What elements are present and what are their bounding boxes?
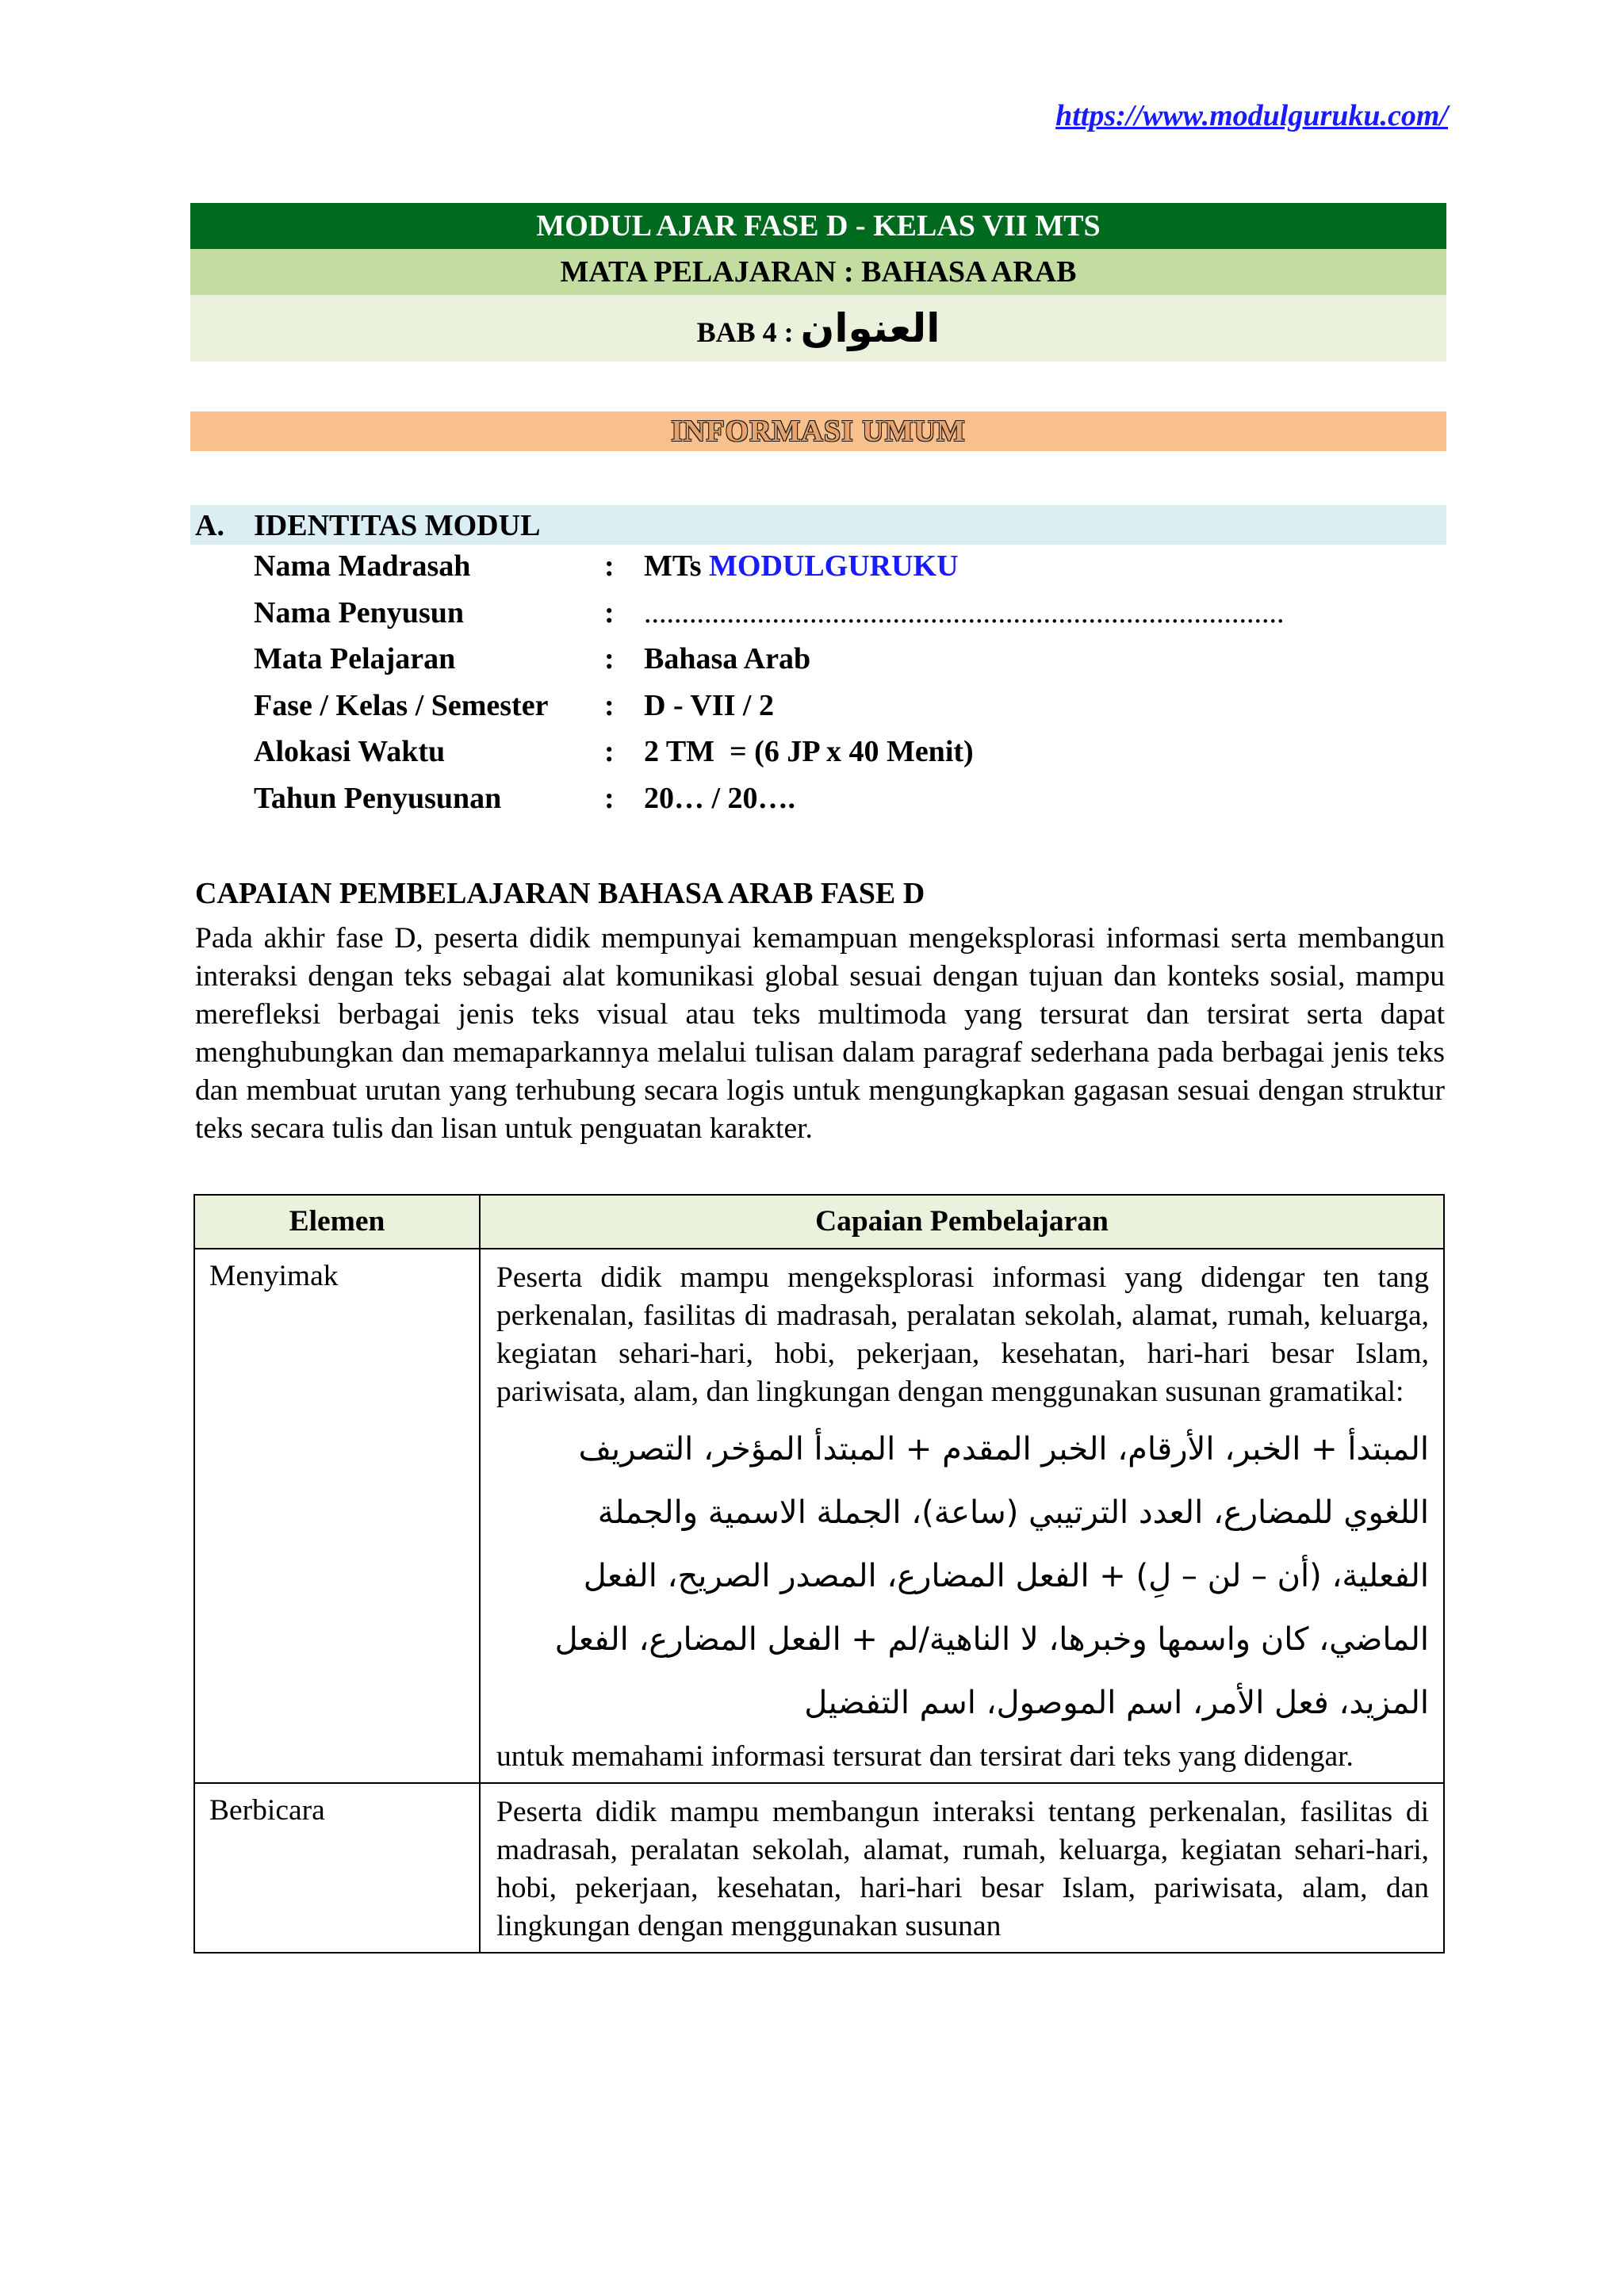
- description-text: Peserta didik mampu mengeksplorasi informasi yang didengar ten tang perkenalan, fasilitas di madrasah, peralatan sekolah, alamat, rumah, keluarga, kegiatan sehari-hari, hobi, pekerjaan, kesehatan, hari-hari besar Islam, pariwisata, alam, dan lingkungan dengan menggunakan susunan gramatikal:: [496, 1261, 1429, 1408]
- header-capaian: Capaian Pembelajaran: [480, 1195, 1444, 1249]
- identitas-row-madrasah: [254, 549, 1443, 595]
- madrasah-name-highlight: MODULGURUKU: [709, 549, 959, 583]
- identitas-row-fase: [254, 688, 1443, 735]
- identitas-label: Alokasi Waktu: [254, 735, 446, 768]
- identitas-title: IDENTITAS MODUL: [254, 509, 541, 542]
- capaian-table: [193, 1194, 1445, 1954]
- description-text-after: untuk memahami informasi tersurat dan tersirat dari teks yang didengar.: [496, 1740, 1354, 1773]
- table-header-row: [194, 1195, 1444, 1249]
- identitas-value: D - VII / 2: [644, 688, 774, 722]
- module-title: MODUL AJAR FASE D - KELAS VII MTS: [190, 203, 1446, 249]
- identitas-row-penyusun: [254, 595, 1443, 642]
- table-row: [194, 1249, 1444, 1783]
- identitas-value: 2 TM = (6 JP x 40 Menit): [644, 735, 974, 768]
- identitas-colon: :: [604, 549, 615, 583]
- chapter-arabic-title: العنوان: [800, 305, 940, 351]
- header-elemen: Elemen: [194, 1195, 480, 1249]
- identitas-value: [644, 549, 959, 584]
- module-header: [190, 203, 1446, 362]
- identitas-colon: :: [604, 735, 615, 768]
- capaian-paragraph: Pada akhir fase D, peserta didik mempunyai kemampuan mengeksplorasi informasi serta membangun interaksi dengan teks sebagai alat komunikasi global sesuai dengan tujuan dan konteks sosial, mampu merefleksi berbagai jenis teks visual atau teks multimoda yang tersurat dan tersirat serta dapat menghubungkan dan memaparkannya melalui tulisan dalam paragraf sederhana pada berbagai jenis teks dan membuat urutan yang terhubung secara logis untuk mengungkapkan gagasan sesuai dengan struktur teks secara tulis dan lisan untuk penguatan karakter.: [195, 922, 1445, 1145]
- arabic-grammar-list: المبتدأ + الخبر، الأرقام، الخبر المقدم + المبتدأ المؤخر، التصريف اللغوي للمضارع، العدد الترتيبي (ساعة)، الجملة الاسمية والجملة الفعلية، (أن – لن – لِ) + الفعل المضارع، المصدر الصريح، الفعل الماضي، كان واسمها وخبرها، لا الناهية/لم + الفعل المضارع، الفعل المزيد، فعل الأمر، اسم الموصول، اسم التفضيل: [554, 1431, 1429, 1721]
- identitas-value: .....................................................................................: [644, 595, 1285, 629]
- identitas-colon: :: [604, 595, 615, 629]
- element-cell: Menyimak: [194, 1249, 480, 1783]
- identitas-value: 20… / 20….: [644, 781, 796, 815]
- identitas-row-alokasi: [254, 734, 1443, 781]
- identitas-colon: :: [604, 642, 615, 675]
- identitas-label: Nama Penyusun: [254, 595, 464, 629]
- identitas-row-mapel: [254, 641, 1443, 688]
- description-cell: [480, 1783, 1444, 1953]
- identitas-label: Tahun Penyusunan: [254, 781, 502, 815]
- chapter-number: BAB 4 :: [696, 316, 801, 348]
- description-text: Peserta didik mampu membangun interaksi tentang perkenalan, fasilitas di madrasah, peralatan sekolah, alamat, rumah, keluarga, kegiatan sehari-hari, hobi, pekerjaan, kesehatan, hari-hari besar Islam, pariwisata, alam, dan lingkungan dengan menggunakan susunan: [496, 1796, 1429, 1942]
- identitas-value: Bahasa Arab: [644, 642, 811, 675]
- element-cell: Berbicara: [194, 1783, 480, 1953]
- identitas-label: Nama Madrasah: [254, 549, 471, 583]
- capaian-heading: CAPAIAN PEMBELAJARAN BAHASA ARAB FASE D: [195, 877, 925, 910]
- identitas-colon: :: [604, 688, 615, 722]
- description-cell: [480, 1249, 1444, 1783]
- value-prefix: MTs: [644, 549, 710, 583]
- identitas-label: Mata Pelajaran: [254, 642, 456, 675]
- section-banner-informasi-umum: INFORMASI UMUM: [190, 411, 1446, 451]
- identitas-list: [254, 549, 1443, 827]
- subject-title: MATA PELAJARAN : BAHASA ARAB: [190, 249, 1446, 295]
- identitas-label: Fase / Kelas / Semester: [254, 688, 549, 722]
- website-link[interactable]: https://www.modulguruku.com/: [1055, 99, 1448, 132]
- chapter-title: [190, 295, 1446, 362]
- table-row: [194, 1783, 1444, 1953]
- identitas-colon: :: [604, 781, 615, 815]
- identitas-row-tahun: [254, 781, 1443, 828]
- identitas-heading: [190, 505, 1446, 545]
- identitas-letter: A.: [195, 509, 224, 542]
